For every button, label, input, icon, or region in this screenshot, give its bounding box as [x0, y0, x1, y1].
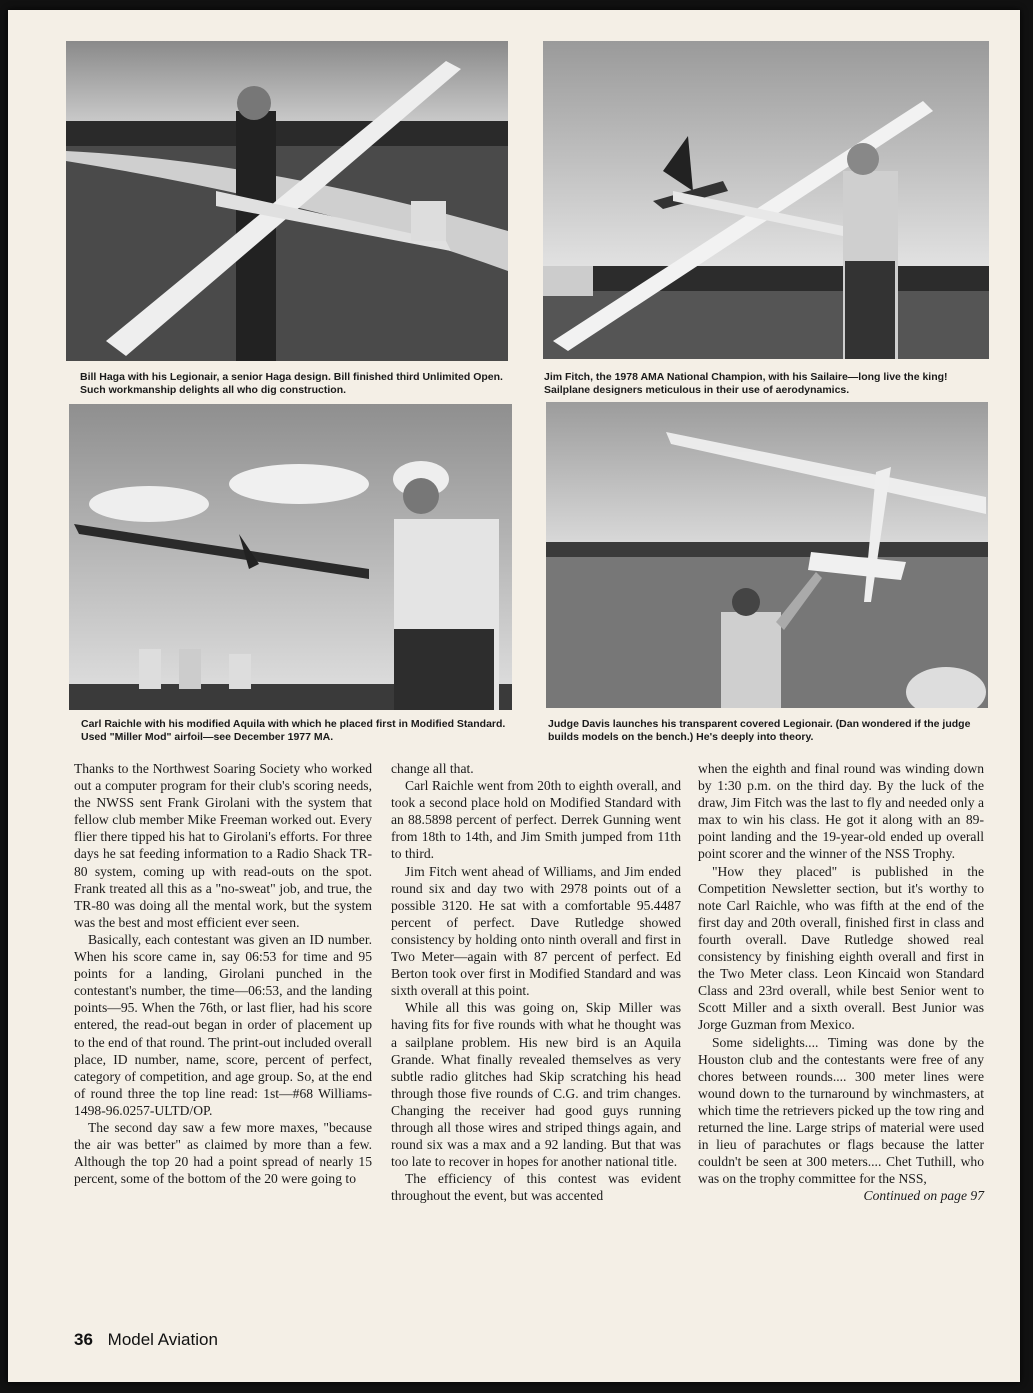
paragraph: when the eighth and final round was winding down by 1:30 p.m. on the third day. By the luck of the draw, Jim Fitch was the last to fly and needed only a max to win his class. He got it along with an 89-point landing and the 19-year-old ended up overall point scorer and the winner of the NSS Trophy.: [698, 761, 984, 862]
paragraph: Thanks to the Northwest Soaring Society who worked out a computer program for their club's scoring needs, the NWSS sent Frank Girolani with the system that fellow club member Mike Freeman worked out. Every flier there tipped his hat to Girolani's efforts. For three days he sat feeding information to a Radio Shack TR-80 system, coming up with read-outs on the spot. Frank treated all this as a "no-sweat" job, and true, the TR-80 was doing all the mental work, but the system was the best and most efficient ever seen.: [74, 761, 372, 930]
photo-carl-raichle: [69, 404, 512, 710]
paragraph: "How they placed" is published in the Competition Newsletter section, but it's worthy to note Carl Raichle, who was fifth at the end of the first day and 20th overall, finished first in class and fourth overall. Dave Rutledge showed real consistency by finishing eighth overall and first in the Two Meter class. Leon Kincaid won Standard Class and 23rd overall, while best Senior went to Scott Miller and a sixth overall. Best Junior was Jorge Guzman from Mexico.: [698, 863, 984, 1033]
caption-photo4: Judge Davis launches his transparent covered Legionair. (Dan wondered if the judge builds models on the bench.) He's deeply into theory.: [548, 718, 971, 743]
paragraph: Basically, each contestant was given an ID number. When his score came in, say 06:53 for time and 95 points for a landing, Girolani punched in the contestant's number, the time—06:53, and the landing points—95. When the 76th, or last flier, had his score entered, the read-out began in order of placement up to the end of that round. The print-out included overall place, ID number, name, score, percent of perfect, category of competition, and age group. So, at the end of round three the top line read: 1st—#68 Williams-1498-96.0257-ULTD/OP.: [74, 931, 372, 1118]
paragraph: The efficiency of this contest was evident throughout the event, but was accented: [391, 1171, 681, 1204]
article-column-2: [391, 760, 681, 1204]
paragraph: The second day saw a few more maxes, "because the air was better" as claimed by more than a few. Although the top 20 had a point spread of nearly 15 percent, some of the bottom of the 20 were going to: [74, 1119, 372, 1187]
paragraph: Some sidelights.... Timing was done by the Houston club and the contestants were free of any chores between rounds.... 300 meter lines were wound down to the turnaround by winchmasters, at which time the retrievers picked up the tow ring and returned the line. Large strips of material were used in lieu of parachutes or flags because the latter couldn't be seen at 300 meters.... Chet Tuthill, who was on the trophy committee for the NSS,: [698, 1034, 984, 1187]
photo-bill-haga: [66, 41, 508, 361]
caption-photo1: Bill Haga with his Legionair, a senior Haga design. Bill finished third Unlimited Open. Such workmanship delights all who dig construction.: [80, 371, 503, 396]
paragraph: change all that.: [391, 761, 474, 776]
caption-photo3: Carl Raichle with his modified Aquila with which he placed first in Modified Standard. Used "Miller Mod" airfoil—see December 1977 MA.: [81, 718, 506, 743]
page-number: 36: [74, 1330, 93, 1349]
photo-jim-fitch: [543, 41, 989, 359]
continued-note: Continued on page 97: [863, 1188, 984, 1204]
caption-photo2: Jim Fitch, the 1978 AMA National Champion, with his Sailaire—long live the king! Sailplane designers meticulous in their use of aerodynamics.: [544, 371, 948, 396]
article-column-1: [74, 760, 372, 1187]
magazine-page: [8, 10, 1020, 1382]
paragraph: Jim Fitch went ahead of Williams, and Jim ended round six and day two with 2978 points out of a possible 3120. He sat with a comfortable 95.4487 percent of perfect. Dave Rutledge showed consistency by holding onto ninth overall and first in Two Meter—again with 87 percent of perfect. Ed Berton took over first in Modified Standard and was sixth overall at this point.: [391, 863, 681, 999]
article-column-3: [698, 760, 984, 1204]
magazine-title: Model Aviation: [107, 1330, 218, 1349]
paragraph: Carl Raichle went from 20th to eighth overall, and took a second place hold on Modified Standard with an 88.5898 percent of perfect. Derrek Gunning went from 18th to 14th, and Jim Smith jumped from 11th to third.: [391, 778, 681, 862]
paragraph: While all this was going on, Skip Miller was having fits for five rounds with what he thought was a sailplane problem. His new bird is an Aquila Grande. What finally revealed themselves as very subtle radio glitches had Skip scratching his head through those five rounds of C.G. and trim changes. Changing the receiver had good guys running through all those wires and striped things again, and round six was a max and a 92 landing. But that was too late to recover in hopes for another national title.: [391, 1000, 681, 1170]
page-footer: [74, 1330, 218, 1350]
photo-judge-davis: [546, 402, 988, 708]
